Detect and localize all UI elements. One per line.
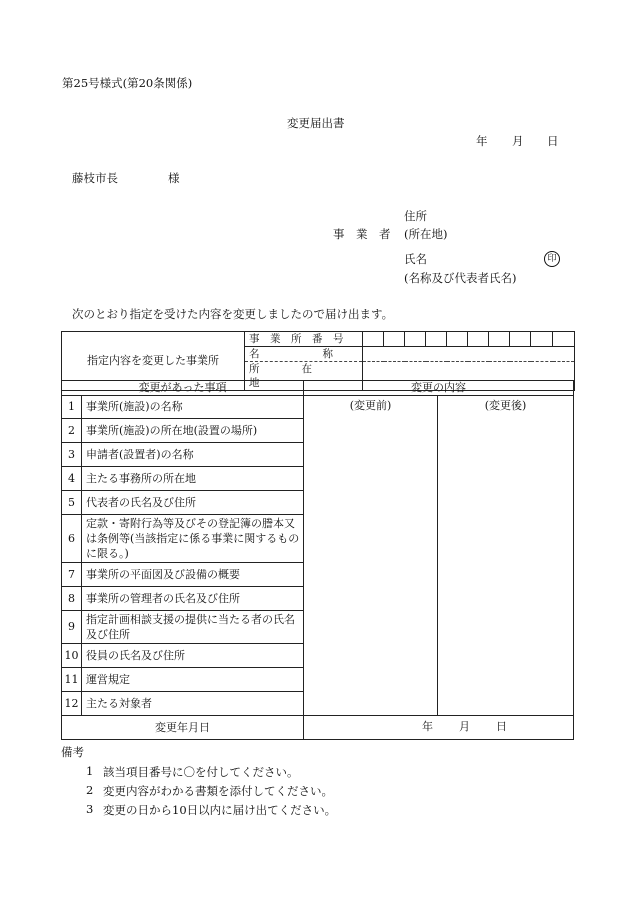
after-label: (変更後) xyxy=(484,399,527,412)
office-number-label: 事 業 所 番 号 xyxy=(245,332,363,347)
office-number-box[interactable] xyxy=(489,332,510,347)
address-label: 住所 xyxy=(404,209,427,223)
item-text: 指定計画相談支援の提供に当たる者の氏名及び住所 xyxy=(82,611,304,644)
office-number-box[interactable] xyxy=(426,332,447,347)
office-number-box[interactable] xyxy=(531,332,553,347)
change-date-year: 年 xyxy=(422,720,434,733)
item-number[interactable]: 1 xyxy=(62,396,82,419)
honorific: 様 xyxy=(168,171,180,185)
note-text: 該当項目番号に〇を付してください。 xyxy=(103,765,299,779)
date-month: 月 xyxy=(512,134,524,148)
office-number-box[interactable] xyxy=(384,332,405,347)
notes-heading: 備考 xyxy=(61,745,84,759)
changes-table xyxy=(61,380,574,740)
name-label: 氏名 xyxy=(404,252,427,266)
change-date-day: 日 xyxy=(496,720,508,733)
item-number[interactable]: 4 xyxy=(62,467,82,491)
office-number-box[interactable] xyxy=(468,332,489,347)
note-number: 3 xyxy=(86,802,94,816)
item-text: 定款・寄附行為等及びその登記簿の謄本又は条例等(当該指定に係る事業に関するものに限る。) xyxy=(82,515,304,563)
office-name-field[interactable] xyxy=(363,347,575,362)
item-number[interactable]: 7 xyxy=(62,563,82,587)
intro-sentence: 次のとおり指定を受けた内容を変更しましたので届け出ます。 xyxy=(72,307,394,321)
seal-icon: 印 xyxy=(544,251,560,267)
jigyosha-label: 事 業 者 xyxy=(333,227,391,241)
item-text: 運営規定 xyxy=(82,668,304,692)
item-number[interactable]: 9 xyxy=(62,611,82,644)
item-number[interactable]: 5 xyxy=(62,491,82,515)
content-header: 変更の内容 xyxy=(304,381,574,396)
after-column[interactable] xyxy=(438,396,574,716)
change-date-month: 月 xyxy=(459,720,471,733)
addressee: 藤枝市長 xyxy=(72,171,118,185)
address-sublabel: (所在地) xyxy=(404,227,448,241)
before-label: (変更前) xyxy=(349,399,392,412)
office-number-box[interactable] xyxy=(363,332,384,347)
note-text: 変更内容がわかる書類を添付してください。 xyxy=(103,784,333,798)
note-number: 2 xyxy=(86,783,94,797)
item-text: 事業所(施設)の名称 xyxy=(82,396,304,419)
item-text: 代表者の氏名及び住所 xyxy=(82,491,304,515)
date-year: 年 xyxy=(476,134,488,148)
form-label: 第25号様式(第20条関係) xyxy=(62,76,193,90)
office-number-box[interactable] xyxy=(553,332,575,347)
note-number: 1 xyxy=(86,764,94,778)
item-text: 事業所の平面図及び設備の概要 xyxy=(82,563,304,587)
change-date-label: 変更年月日 xyxy=(62,716,304,740)
office-name-label: 名 称 xyxy=(245,347,363,362)
item-number[interactable]: 12 xyxy=(62,692,82,716)
item-number[interactable]: 8 xyxy=(62,587,82,611)
items-header: 変更があった事項 xyxy=(62,381,304,396)
item-number[interactable]: 6 xyxy=(62,515,82,563)
item-number[interactable]: 3 xyxy=(62,443,82,467)
office-number-box[interactable] xyxy=(447,332,468,347)
office-location-label: 所 在 地 xyxy=(245,362,363,391)
item-text: 事業所の管理者の氏名及び住所 xyxy=(82,587,304,611)
item-number[interactable]: 2 xyxy=(62,419,82,443)
note-text: 変更の日から10日以内に届け出てください。 xyxy=(103,803,337,817)
name-sublabel: (名称及び代表者氏名) xyxy=(404,271,517,285)
item-text: 申請者(設置者)の名称 xyxy=(82,443,304,467)
date-day: 日 xyxy=(547,134,559,148)
item-number[interactable]: 11 xyxy=(62,668,82,692)
document-title: 変更届出書 xyxy=(287,116,345,130)
item-text: 役員の氏名及び住所 xyxy=(82,644,304,668)
office-number-box[interactable] xyxy=(510,332,531,347)
item-text: 主たる事務所の所在地 xyxy=(82,467,304,491)
item-text: 事業所(施設)の所在地(設置の場所) xyxy=(82,419,304,443)
before-column[interactable] xyxy=(304,396,438,716)
seal-mark xyxy=(544,250,560,267)
item-text: 主たる対象者 xyxy=(82,692,304,716)
item-number[interactable]: 10 xyxy=(62,644,82,668)
office-number-box[interactable] xyxy=(405,332,426,347)
office-section-label: 指定内容を変更した事業所 xyxy=(62,332,245,391)
change-date-field[interactable] xyxy=(304,716,574,740)
